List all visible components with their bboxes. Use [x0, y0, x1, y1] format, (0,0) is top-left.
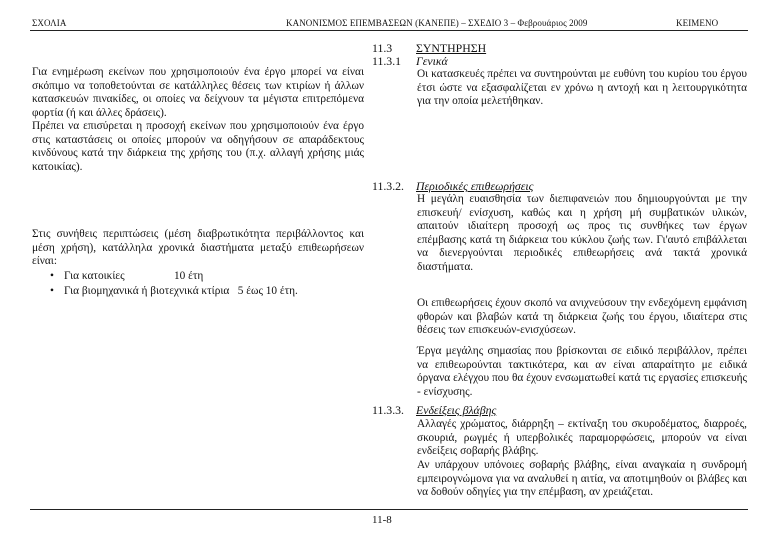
footer-rule: [30, 509, 748, 510]
section-number: 11.3: [372, 41, 393, 55]
list-item-value: 10 έτη: [174, 270, 204, 282]
subsection-number: 11.3.2.: [372, 179, 405, 193]
text-paragraph-purpose: Οι επιθεωρήσεις έχουν σκοπό να ανιχνεύσουν την ενδεχόμενη εμφάνιση φθορών και βλαβών κατά τη διάρκεια ζωής του έργου, ιδιαίτερα στις θέσεις των επισκευών-ενισχύσεων.: [417, 297, 747, 337]
list-item-label: Για κατοικίες: [64, 270, 125, 282]
list-item-label: Για βιομηχανικά ή βιοτεχνικά κτίρια: [64, 285, 230, 297]
comment-paragraph-attention: Πρέπει να επισύρεται η προσοχή εκείνων που χρησιμοποιούν ένα έργο στις καταστάσεις οι οποίες μπορούν να οδηγήσουν σε απαράδεκτους κινδύνους κατά την διάρκεια της χρήσης του (π.χ. αλλαγή χρήσης μιάς κατοικίας).: [32, 120, 364, 173]
subsection-number: 11.3.1: [372, 54, 402, 68]
subsection-heading: [372, 179, 533, 194]
bullet-icon: •: [50, 285, 54, 297]
subsection-heading: [372, 54, 448, 69]
subsection-title: Ενδείξεις βλάβης: [416, 403, 497, 417]
header-title: ΚΑΝΟΝΙΣΜΟΣ ΕΠΕΜΒΑΣΕΩΝ (ΚΑΝΕΠΕ) – ΣΧΕΔΙΟ 3 – Φεβρουάριος 2009: [286, 18, 588, 28]
text-paragraph-damage-signs: Αλλαγές χρώματος, διάρρηξη – εκτίναξη του σκυροδέματος, διαρροές, σκουριά, ρωγμές ή υπερβολικές παραμορφώσεις, μπορούν να είναι ενδείξεις σοβαρής βλάβης.: [417, 418, 747, 458]
header-left-label: ΣΧΟΛΙΑ: [32, 18, 67, 28]
text-paragraph-sensitivity: Η μεγάλη ευαισθησία των διεπιφανειών που δημιουργούνται με την επισκευή/ ενίσχυση, καθώς και η χρήση μή συμβατικών υλικών, απαιτούν ιδιαίτερη προσοχή ως προς τις συνθήκες των έργων επέμβασης κατά τη διάρκεια του κύκλου ζωής των. Γι'αυτό επιβάλλεται να διενεργούνται περιοδικές επιθεωρήσεις ανά τακτά χρονικά διαστήματα.: [417, 193, 747, 273]
header-right-label: ΚΕΙΜΕΝΟ: [676, 18, 719, 28]
list-item: [50, 270, 203, 284]
text-paragraph-expert: Αν υπάρχουν υπόνοιες σοβαρής βλάβης, είναι αναγκαία η συνδρομή εμπειρογνώμονα για να αναλυθεί η αιτία, να αποτιμηθούν οι βλάβες και να δοθούν οδηγίες για την επέμβαση, αν χρειάζεται.: [417, 459, 747, 499]
comment-paragraph-intervals: Στις συνήθεις περιπτώσεις (μέση διαβρωτικότητα περιβάλλοντος και μέση χρήση), κατάλληλα χρονικά διαστήματα μεταξύ επιθεωρήσεων είναι:: [32, 228, 364, 268]
bullet-icon: •: [50, 270, 54, 282]
subsection-number: 11.3.3.: [372, 403, 405, 417]
comment-paragraph-signs: Για ενημέρωση εκείνων που χρησιμοποιούν ένα έργο μπορεί να είναι σκόπιμο να τοποθετούνται σε κατάλληλες θέσεις των κτιρίων ή άλλων κατασκευών πινακίδες, οι οποίες να δείχνουν τα μέγιστα επιτρεπόμενα φορτία (ή και άλλες δράσεις).: [32, 66, 364, 119]
subsection-title: Περιοδικές επιθεωρήσεις: [416, 179, 534, 193]
list-item-value: 5 έως 10 έτη.: [237, 285, 298, 297]
subsection-title: Γενικά: [416, 54, 448, 68]
section-title: ΣΥΝΤΗΡΗΣΗ: [416, 41, 487, 55]
list-item: [50, 285, 298, 299]
text-paragraph-general: Οι κατασκευές πρέπει να συντηρούνται με ευθύνη του κυρίου του έργου έτσι ώστε να εξασφαλίζεται εν χρόνω η αντοχή και η λειτουργικότητα για την οποία μελετήθηκαν.: [417, 68, 747, 108]
subsection-heading: [372, 403, 496, 418]
text-paragraph-special-works: Έργα μεγάλης σημασίας που βρίσκονται σε ειδικό περιβάλλον, πρέπει να επιθεωρούνται τακτικότερα, και αν είναι απαραίτητο με ειδικά όργανα ελέγχου που θα έχουν ενσωματωθεί κατά τις εργασίες επισκευής - ενίσχυσης.: [417, 345, 747, 398]
page-number: 11-8: [372, 514, 392, 526]
header-rule: [30, 30, 748, 31]
